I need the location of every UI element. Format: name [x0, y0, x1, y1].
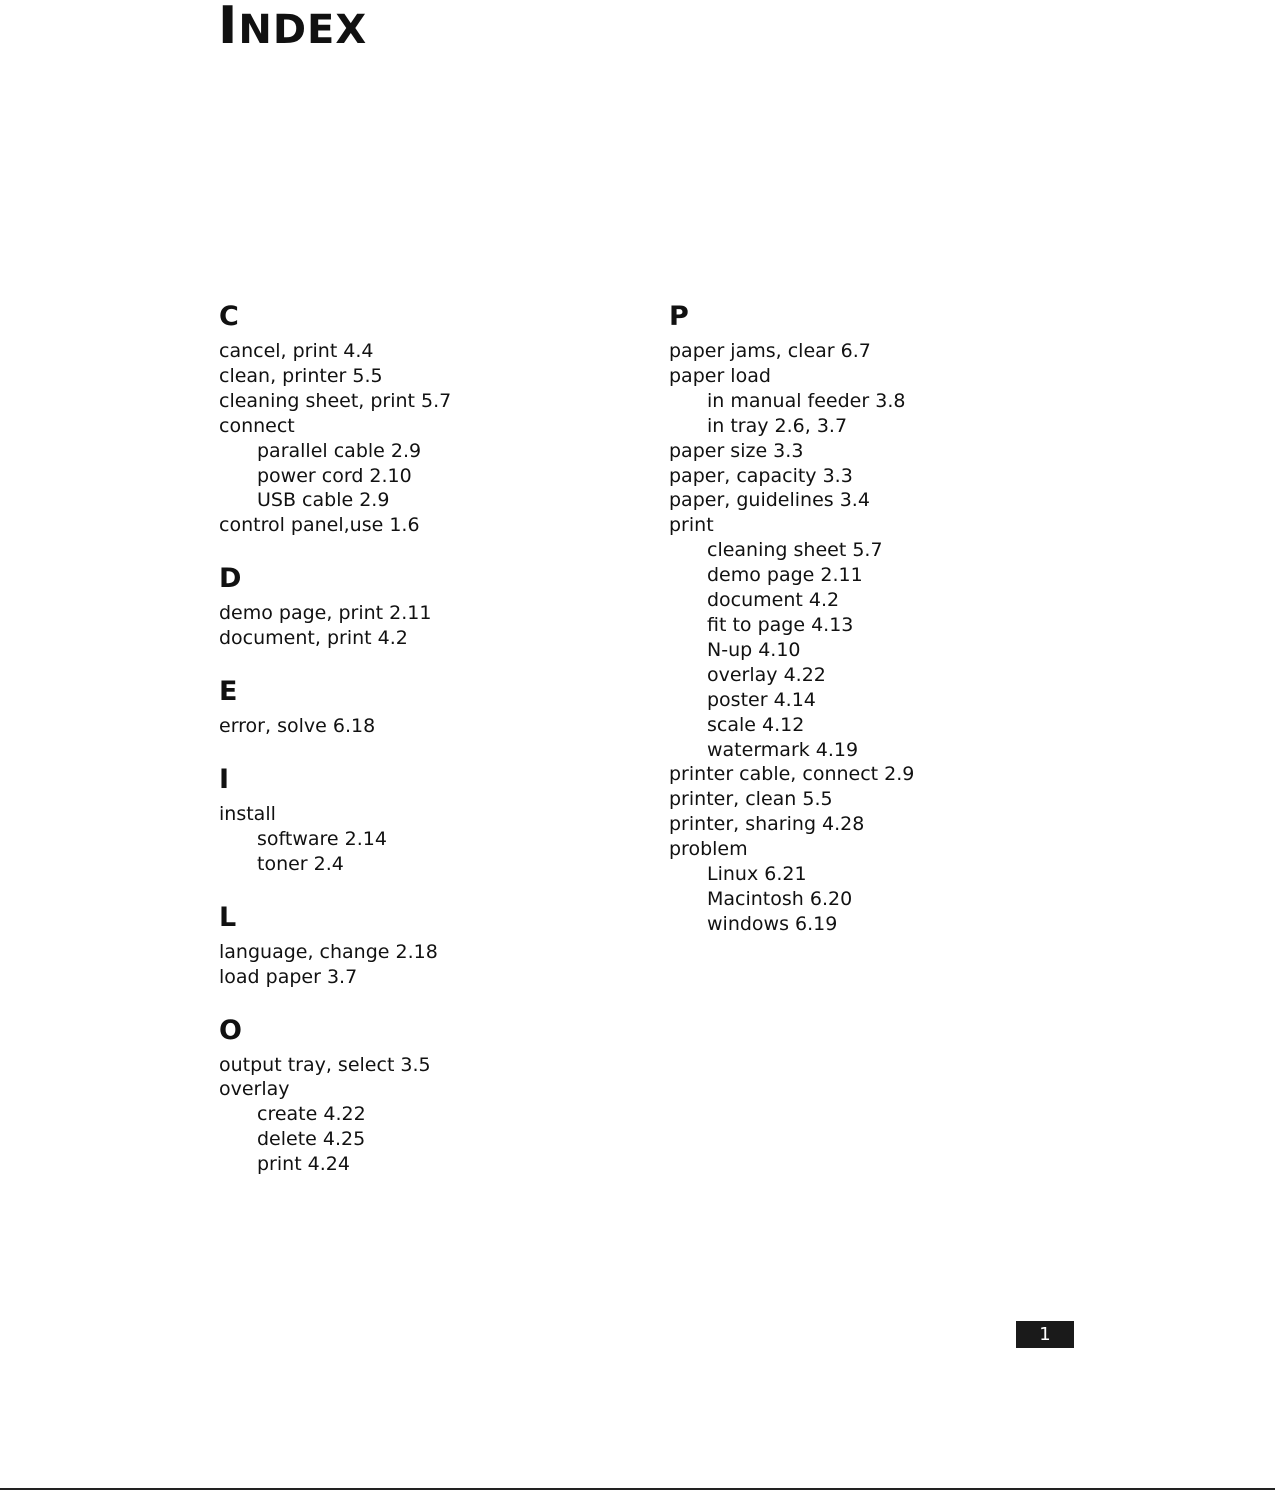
- index-entry: load paper 3.7: [219, 965, 358, 988]
- index-entry: control panel,use 1.6: [219, 514, 420, 537]
- index-subentry: power cord 2.10: [257, 464, 412, 487]
- index-subentry: software 2.14: [257, 827, 387, 850]
- index-entry: paper load: [669, 364, 771, 387]
- index-subentry: Macintosh 6.20: [707, 887, 853, 910]
- page-title-rest: NDEX: [238, 7, 368, 53]
- index-entry: clean, printer 5.5: [219, 364, 383, 387]
- index-entry: paper size 3.3: [669, 439, 804, 462]
- index-subentry: document 4.2: [707, 589, 840, 612]
- index-section-p: [669, 300, 1089, 937]
- section-letter: P: [669, 301, 689, 332]
- index-section-d: [219, 562, 639, 651]
- index-subentry: watermark 4.19: [707, 738, 859, 761]
- index-subentry: poster 4.14: [707, 688, 816, 711]
- index-entry: paper, guidelines 3.4: [669, 489, 870, 512]
- section-letter: L: [219, 901, 237, 933]
- index-entry: error, solve 6.18: [219, 715, 376, 738]
- index-entry: language, change 2.18: [219, 940, 438, 963]
- index-entry: printer, clean 5.5: [669, 788, 833, 811]
- footer-rule: [0, 1488, 1275, 1490]
- index-entry: install: [219, 802, 276, 825]
- index-entry: demo page, print 2.11: [219, 602, 432, 625]
- index-entry: document, print 4.2: [219, 627, 408, 650]
- section-letter: D: [219, 563, 242, 595]
- index-subentry: scale 4.12: [707, 713, 805, 736]
- index-entry: cleaning sheet, print 5.7: [219, 389, 452, 412]
- section-letter: E: [219, 676, 238, 708]
- index-subentry: delete 4.25: [257, 1128, 366, 1151]
- index-subentry: windows 6.19: [707, 912, 838, 935]
- index-section-o: [219, 1014, 639, 1178]
- index-subentry: fit to page 4.13: [707, 613, 854, 636]
- index-subentry: USB cable 2.9: [257, 489, 390, 512]
- index-subentry: toner 2.4: [257, 852, 344, 875]
- index-entry: print: [669, 514, 714, 537]
- index-subentry: print 4.24: [257, 1153, 350, 1176]
- section-letter: C: [219, 301, 239, 332]
- index-subentry: N-up 4.10: [707, 638, 801, 661]
- index-subentry: cleaning sheet 5.7: [707, 539, 883, 562]
- page-number-badge: 1: [1016, 1321, 1074, 1348]
- section-letter: I: [219, 763, 230, 795]
- index-subentry: overlay 4.22: [707, 663, 826, 686]
- index-entry: cancel, print 4.4: [219, 340, 374, 362]
- index-section-c: [219, 300, 639, 538]
- page-title-initial: I: [218, 0, 239, 56]
- index-column-left: [219, 300, 639, 1177]
- index-subentry: demo page 2.11: [707, 564, 863, 587]
- index-subentry: in tray 2.6, 3.7: [707, 414, 848, 437]
- index-column-right: [669, 300, 1089, 937]
- section-letter: O: [219, 1014, 242, 1046]
- index-entry: output tray, select 3.5: [219, 1053, 431, 1076]
- index-entry: printer cable, connect 2.9: [669, 763, 915, 786]
- index-subentry: parallel cable 2.9: [257, 439, 422, 462]
- page-title: [218, 0, 367, 56]
- index-subentry: in manual feeder 3.8: [707, 389, 906, 412]
- index-section-e: [219, 675, 639, 739]
- index-entry: printer, sharing 4.28: [669, 813, 865, 836]
- index-subentry: Linux 6.21: [707, 863, 807, 886]
- index-section-i: [219, 763, 639, 877]
- index-subentry: create 4.22: [257, 1103, 366, 1126]
- index-entry: paper jams, clear 6.7: [669, 340, 871, 362]
- index-entry: overlay: [219, 1078, 290, 1101]
- index-entry: connect: [219, 414, 295, 437]
- index-section-l: [219, 901, 639, 990]
- index-entry: problem: [669, 838, 748, 861]
- index-entry: paper, capacity 3.3: [669, 464, 853, 487]
